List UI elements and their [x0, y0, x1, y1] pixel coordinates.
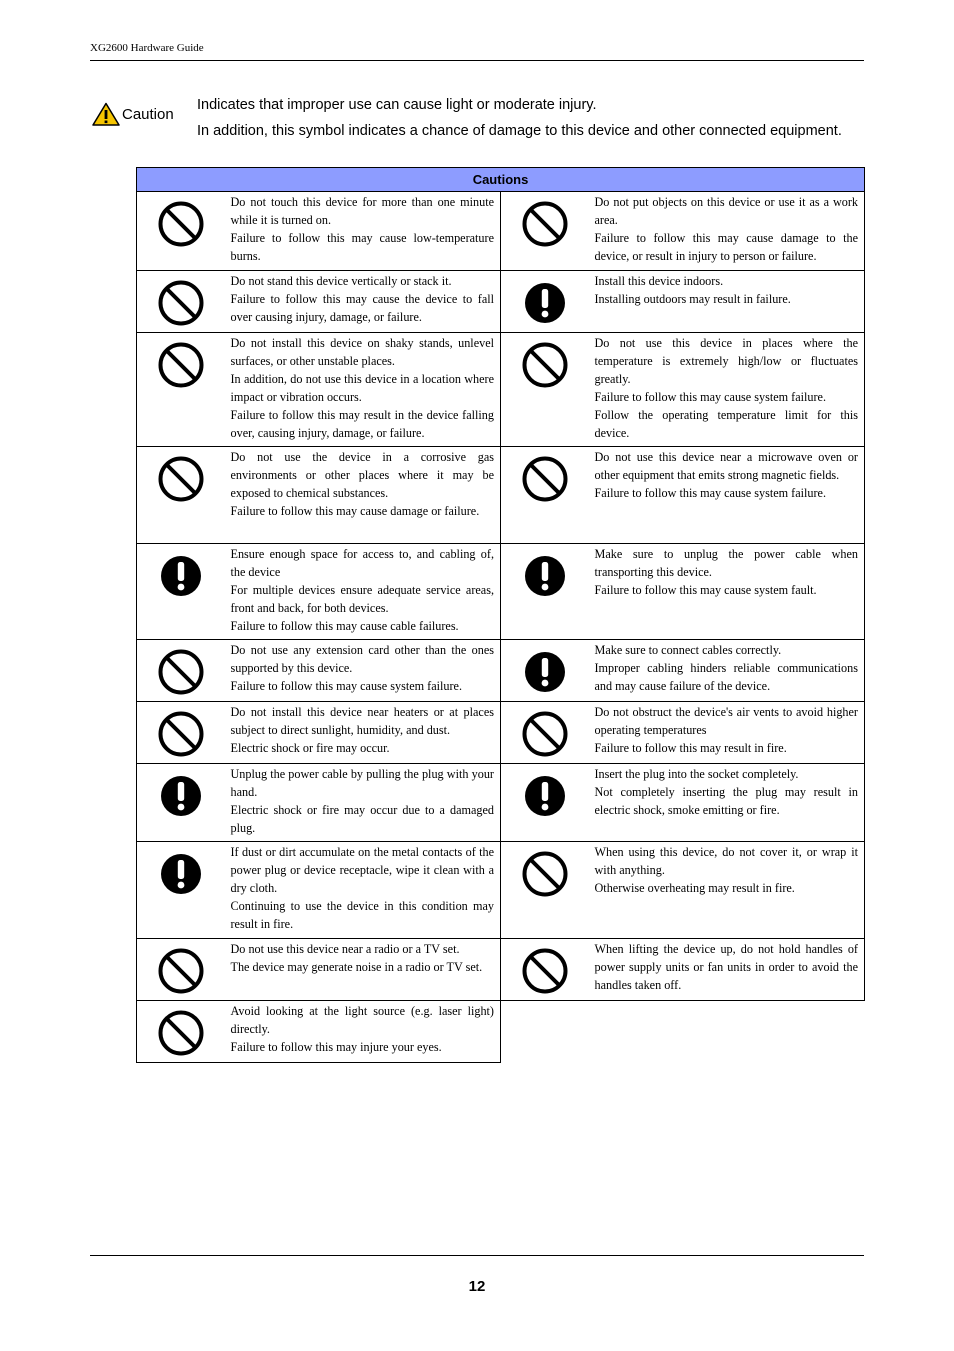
caution-description-line: In addition, this symbol indicates a chance of damage to this device and other connected equipment.	[197, 123, 842, 139]
caution-text-line: Not completely inserting the plug may result in electric shock, smoke emitting or fire.	[594, 785, 858, 817]
caution-row	[137, 640, 865, 702]
caution-icon-cell	[501, 640, 589, 702]
caution-text-line: Failure to follow this may result in fire.	[594, 741, 787, 755]
prohibited-icon	[158, 711, 204, 757]
caution-text-cell	[225, 842, 501, 939]
caution-icon-cell	[501, 842, 589, 939]
caution-description	[197, 96, 864, 148]
caution-icon-cell	[501, 764, 589, 842]
cautions-table-title: Cautions	[137, 168, 865, 192]
caution-text-line: Failure to follow this may cause cable failures.	[230, 619, 459, 633]
caution-text-cell	[225, 544, 501, 640]
caution-row	[137, 1001, 865, 1063]
header-divider	[90, 60, 864, 61]
caution-text-cell	[225, 1001, 501, 1063]
prohibited-icon	[522, 948, 568, 994]
caution-row	[137, 544, 865, 640]
caution-text-cell	[589, 764, 865, 842]
caution-text-line: In addition, do not use this device in a location where impact or vibration occurs.	[230, 372, 494, 404]
caution-text-line: The device may generate noise in a radio or TV set.	[230, 960, 483, 974]
caution-text-line: Failure to follow this may cause system failure.	[594, 486, 827, 500]
prohibited-icon	[522, 456, 568, 502]
caution-text-line: Unplug the power cable by pulling the plug with your hand.	[230, 767, 494, 799]
caution-row	[137, 333, 865, 447]
prohibited-icon	[522, 342, 568, 388]
caution-text-line: Continuing to use the device in this condition may result in fire.	[230, 899, 494, 931]
caution-text-line: Installing outdoors may result in failure.	[594, 292, 791, 306]
caution-text-cell	[225, 702, 501, 764]
caution-text-cell	[225, 447, 501, 544]
caution-text-line: Failure to follow this may cause system failure.	[594, 390, 827, 404]
caution-text-line: Do not use the device in a corrosive gas environments or other places where it may be exposed to chemical substances.	[230, 450, 494, 500]
mandatory-icon	[160, 853, 202, 895]
caution-text-cell	[589, 702, 865, 764]
caution-icon-cell	[501, 192, 589, 271]
caution-text-cell	[589, 271, 865, 333]
mandatory-icon	[524, 775, 566, 817]
caution-text-cell	[225, 271, 501, 333]
mandatory-icon	[160, 555, 202, 597]
caution-icon-cell	[137, 271, 225, 333]
caution-text-cell	[589, 939, 865, 1001]
caution-icon-cell	[137, 640, 225, 702]
caution-icon-cell	[137, 544, 225, 640]
caution-icon-cell	[501, 333, 589, 447]
caution-text-line: When using this device, do not cover it, or wrap it with anything.	[594, 845, 858, 877]
caution-text-line: For multiple devices ensure adequate service areas, front and back, for both devices.	[230, 583, 494, 615]
caution-text-line: Otherwise overheating may result in fire.	[594, 881, 795, 895]
caution-text-cell	[589, 544, 865, 640]
prohibited-icon	[158, 201, 204, 247]
caution-icon-cell	[137, 939, 225, 1001]
caution-text-line: Do not use this device near a microwave oven or other equipment that emits strong magnetic fields.	[594, 450, 858, 482]
caution-text-cell	[589, 192, 865, 271]
caution-text-line: Failure to follow this may cause damage or failure.	[230, 504, 480, 518]
caution-text-line: Electric shock or fire may occur.	[230, 741, 390, 755]
caution-text-line: Follow the operating temperature limit for this device.	[594, 408, 858, 440]
empty-cell	[501, 1001, 865, 1063]
caution-text-line: Failure to follow this may cause system fault.	[594, 583, 817, 597]
caution-text-line: When lifting the device up, do not hold handles of power supply units or fan units in order to avoid the handles taken off.	[594, 942, 858, 992]
mandatory-icon	[524, 651, 566, 693]
caution-symbol	[92, 102, 174, 126]
caution-row	[137, 447, 865, 544]
caution-icon-cell	[501, 447, 589, 544]
caution-row	[137, 764, 865, 842]
caution-text-line: Do not use any extension card other than the ones supported by this device.	[230, 643, 494, 675]
document-header: XG2600 Hardware Guide	[90, 42, 204, 54]
caution-icon-cell	[501, 939, 589, 1001]
caution-text-cell	[589, 447, 865, 544]
caution-icon-cell	[137, 764, 225, 842]
caution-icon-cell	[501, 271, 589, 333]
caution-text-line: Failure to follow this may injure your eyes.	[230, 1040, 442, 1054]
caution-text-cell	[225, 192, 501, 271]
caution-icon-cell	[137, 333, 225, 447]
caution-row	[137, 271, 865, 333]
prohibited-icon	[158, 948, 204, 994]
caution-icon-cell	[137, 702, 225, 764]
caution-text-line: Failure to follow this may cause the device to fall over causing injury, damage, or failure.	[230, 292, 494, 324]
caution-text-cell	[589, 333, 865, 447]
caution-text-line: Do not obstruct the device's air vents to avoid higher operating temperatures	[594, 705, 858, 737]
caution-text-line: Do not use this device in places where the temperature is extremely high/low or fluctuates greatly.	[594, 336, 858, 386]
caution-text-cell	[225, 764, 501, 842]
prohibited-icon	[522, 851, 568, 897]
caution-text-line: Avoid looking at the light source (e.g. laser light) directly.	[230, 1004, 494, 1036]
caution-row	[137, 702, 865, 764]
caution-icon-cell	[137, 842, 225, 939]
caution-icon-cell	[501, 702, 589, 764]
prohibited-icon	[158, 1010, 204, 1056]
caution-text-line: Insert the plug into the socket completely.	[594, 767, 799, 781]
caution-text-line: Failure to follow this may result in the device falling over, causing injury, damage, or failure.	[230, 408, 494, 440]
caution-description-line: Indicates that improper use can cause light or moderate injury.	[197, 97, 597, 113]
caution-text-line: Do not use this device near a radio or a TV set.	[230, 942, 460, 956]
caution-text-cell	[225, 333, 501, 447]
caution-text-line: Failure to follow this may cause damage to the device, or result in injury to person or failure.	[594, 231, 858, 263]
mandatory-icon	[524, 282, 566, 324]
caution-text-line: Ensure enough space for access to, and cabling of, the device	[230, 547, 494, 579]
caution-text-cell	[225, 939, 501, 1001]
caution-row	[137, 842, 865, 939]
caution-text-cell	[225, 640, 501, 702]
prohibited-icon	[158, 456, 204, 502]
caution-text-line: Improper cabling hinders reliable communications and may cause failure of the device.	[594, 661, 858, 693]
caution-text-line: Do not put objects on this device or use it as a work area.	[594, 195, 858, 227]
caution-icon-cell	[137, 1001, 225, 1063]
caution-text-cell	[589, 640, 865, 702]
mandatory-icon	[160, 775, 202, 817]
caution-legend	[90, 96, 864, 146]
prohibited-icon	[522, 201, 568, 247]
caution-text-line: Make sure to unplug the power cable when transporting this device.	[594, 547, 858, 579]
caution-text-line: Do not stand this device vertically or stack it.	[230, 274, 452, 288]
caution-text-cell	[589, 842, 865, 939]
caution-text-line: Make sure to connect cables correctly.	[594, 643, 782, 657]
caution-text-line: Do not install this device near heaters or at places subject to direct sunlight, humidity, and dust.	[230, 705, 494, 737]
mandatory-icon	[524, 555, 566, 597]
caution-text-line: Failure to follow this may cause system failure.	[230, 679, 463, 693]
caution-icon-cell	[501, 544, 589, 640]
prohibited-icon	[522, 711, 568, 757]
caution-text-line: Electric shock or fire may occur due to a damaged plug.	[230, 803, 494, 835]
caution-icon-cell	[137, 447, 225, 544]
prohibited-icon	[158, 280, 204, 326]
caution-text-line: Failure to follow this may cause low-temperature burns.	[230, 231, 494, 263]
page-number: 12	[468, 1278, 486, 1295]
caution-text-line: Do not install this device on shaky stands, unlevel surfaces, or other unstable places.	[230, 336, 494, 368]
caution-row	[137, 939, 865, 1001]
caution-text-line: Install this device indoors.	[594, 274, 724, 288]
caution-text-line: Do not touch this device for more than one minute while it is turned on.	[230, 195, 494, 227]
caution-text-line: If dust or dirt accumulate on the metal contacts of the power plug or device receptacle, wipe it clean with a dry cloth.	[230, 845, 494, 895]
prohibited-icon	[158, 342, 204, 388]
prohibited-icon	[158, 649, 204, 695]
footer-divider	[90, 1255, 864, 1256]
caution-label: Caution	[122, 105, 174, 123]
caution-row	[137, 192, 865, 271]
caution-icon-cell	[137, 192, 225, 271]
warning-triangle-icon	[92, 102, 120, 126]
cautions-table	[136, 167, 865, 1063]
